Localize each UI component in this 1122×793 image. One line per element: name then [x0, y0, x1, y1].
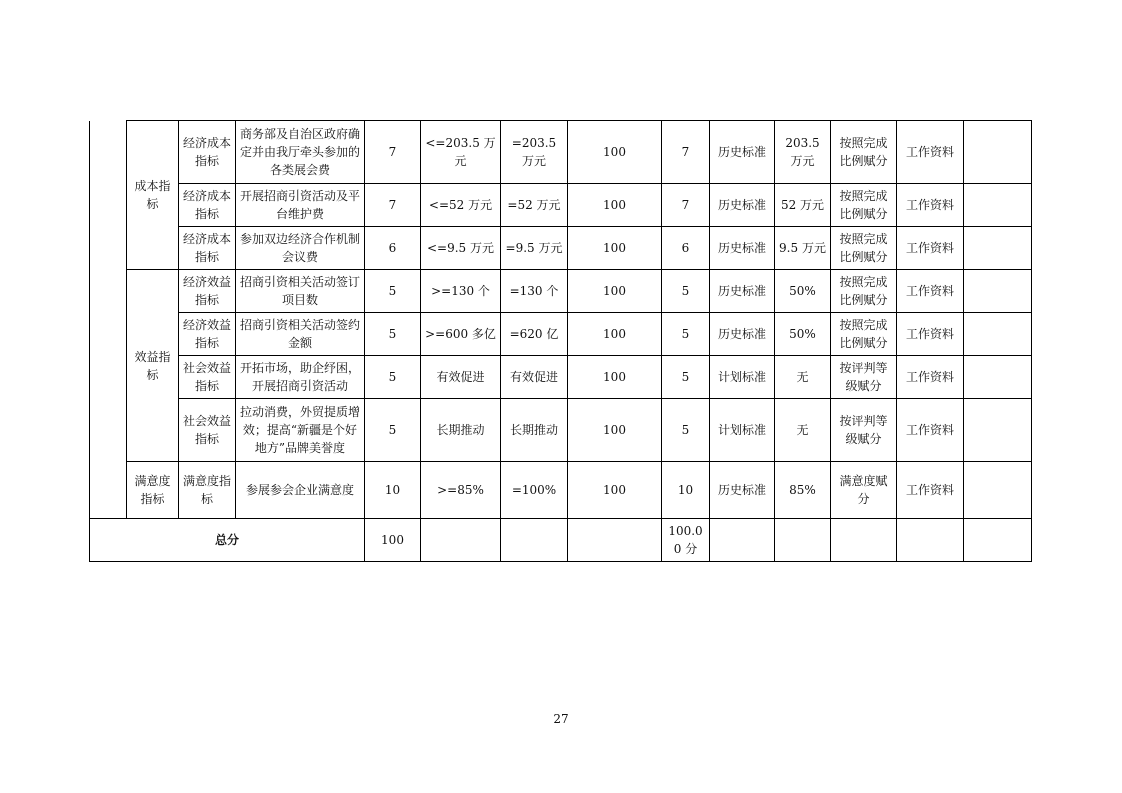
- sub-indicator-cell: 经济效益指标: [179, 270, 236, 313]
- total-score-cell: 100.00 分: [662, 519, 710, 562]
- standard-cell: 历史标准: [710, 462, 775, 519]
- rate-cell: 100: [568, 399, 662, 462]
- actual-cell: =203.5 万元: [501, 121, 568, 184]
- weight-cell: 5: [365, 313, 421, 356]
- score-cell: 5: [662, 356, 710, 399]
- note-cell: [964, 356, 1032, 399]
- note-cell: [964, 121, 1032, 184]
- source-cell: 工作资料: [897, 121, 964, 184]
- actual-cell: =52 万元: [501, 184, 568, 227]
- rate-cell: 100: [568, 462, 662, 519]
- source-cell: 工作资料: [897, 227, 964, 270]
- baseline-cell: 85%: [775, 462, 831, 519]
- table-row: [90, 227, 1032, 270]
- target-cell: <=9.5 万元: [421, 227, 501, 270]
- source-cell: 工作资料: [897, 184, 964, 227]
- method-cell: 满意度赋分: [831, 462, 897, 519]
- weight-cell: 10: [365, 462, 421, 519]
- method-cell: 按照完成比例赋分: [831, 270, 897, 313]
- standard-cell: 历史标准: [710, 313, 775, 356]
- table-row: [90, 399, 1032, 462]
- group-cell-cost: 成本指标: [127, 121, 179, 270]
- note-cell: [964, 399, 1032, 462]
- weight-cell: 6: [365, 227, 421, 270]
- table-row: [90, 462, 1032, 519]
- note-cell: [964, 184, 1032, 227]
- item-cell: 参加双边经济合作机制会议费: [236, 227, 365, 270]
- table-row: [90, 313, 1032, 356]
- score-cell: 10: [662, 462, 710, 519]
- total-empty-cell: [897, 519, 964, 562]
- standard-cell: 历史标准: [710, 227, 775, 270]
- source-cell: 工作资料: [897, 313, 964, 356]
- sub-indicator-cell: 满意度指标: [179, 462, 236, 519]
- item-cell: 商务部及自治区政府确定并由我厅牵头参加的各类展会费: [236, 121, 365, 184]
- score-cell: 5: [662, 313, 710, 356]
- baseline-cell: 9.5 万元: [775, 227, 831, 270]
- actual-cell: 长期推动: [501, 399, 568, 462]
- standard-cell: 计划标准: [710, 356, 775, 399]
- standard-cell: 历史标准: [710, 184, 775, 227]
- actual-cell: =620 亿: [501, 313, 568, 356]
- rate-cell: 100: [568, 227, 662, 270]
- total-weight-cell: 100: [365, 519, 421, 562]
- total-label: 总分: [90, 519, 365, 562]
- score-cell: 7: [662, 184, 710, 227]
- baseline-cell: 50%: [775, 313, 831, 356]
- item-cell: 招商引资相关活动签约金额: [236, 313, 365, 356]
- sub-indicator-cell: 经济成本指标: [179, 184, 236, 227]
- target-cell: >=600 多亿: [421, 313, 501, 356]
- left-blank-cell: [90, 121, 127, 519]
- standard-cell: 计划标准: [710, 399, 775, 462]
- total-empty-cell: [421, 519, 501, 562]
- item-cell: 开拓市场，助企纾困，开展招商引资活动: [236, 356, 365, 399]
- baseline-cell: 52 万元: [775, 184, 831, 227]
- target-cell: 有效促进: [421, 356, 501, 399]
- note-cell: [964, 462, 1032, 519]
- actual-cell: =130 个: [501, 270, 568, 313]
- rate-cell: 100: [568, 356, 662, 399]
- source-cell: 工作资料: [897, 356, 964, 399]
- sub-indicator-cell: 经济成本指标: [179, 121, 236, 184]
- target-cell: >=130 个: [421, 270, 501, 313]
- rate-cell: 100: [568, 270, 662, 313]
- actual-cell: 有效促进: [501, 356, 568, 399]
- sub-indicator-cell: 经济效益指标: [179, 313, 236, 356]
- weight-cell: 7: [365, 184, 421, 227]
- method-cell: 按照完成比例赋分: [831, 227, 897, 270]
- rate-cell: 100: [568, 121, 662, 184]
- sub-indicator-cell: 社会效益指标: [179, 399, 236, 462]
- group-cell-satisfaction: 满意度指标: [127, 462, 179, 519]
- standard-cell: 历史标准: [710, 270, 775, 313]
- total-empty-cell: [964, 519, 1032, 562]
- standard-cell: 历史标准: [710, 121, 775, 184]
- note-cell: [964, 270, 1032, 313]
- method-cell: 按评判等级赋分: [831, 399, 897, 462]
- total-empty-cell: [710, 519, 775, 562]
- actual-cell: =100%: [501, 462, 568, 519]
- method-cell: 按照完成比例赋分: [831, 313, 897, 356]
- score-cell: 7: [662, 121, 710, 184]
- total-empty-cell: [568, 519, 662, 562]
- weight-cell: 5: [365, 399, 421, 462]
- baseline-cell: 203.5 万元: [775, 121, 831, 184]
- note-cell: [964, 227, 1032, 270]
- weight-cell: 7: [365, 121, 421, 184]
- target-cell: <=203.5 万元: [421, 121, 501, 184]
- item-cell: 开展招商引资活动及平台维护费: [236, 184, 365, 227]
- table-row: [90, 270, 1032, 313]
- table-row: [90, 356, 1032, 399]
- baseline-cell: 无: [775, 356, 831, 399]
- actual-cell: =9.5 万元: [501, 227, 568, 270]
- sub-indicator-cell: 经济成本指标: [179, 227, 236, 270]
- weight-cell: 5: [365, 356, 421, 399]
- total-row: [90, 519, 1032, 562]
- rate-cell: 100: [568, 184, 662, 227]
- target-cell: >=85%: [421, 462, 501, 519]
- source-cell: 工作资料: [897, 399, 964, 462]
- sub-indicator-cell: 社会效益指标: [179, 356, 236, 399]
- baseline-cell: 无: [775, 399, 831, 462]
- performance-table: [89, 120, 1032, 562]
- item-cell: 参展参会企业满意度: [236, 462, 365, 519]
- source-cell: 工作资料: [897, 462, 964, 519]
- group-cell-benefit: 效益指标: [127, 270, 179, 462]
- method-cell: 按照完成比例赋分: [831, 121, 897, 184]
- note-cell: [964, 313, 1032, 356]
- table-row: [90, 184, 1032, 227]
- total-empty-cell: [775, 519, 831, 562]
- score-cell: 6: [662, 227, 710, 270]
- item-cell: 拉动消费，外贸提质增效；提高“新疆是个好地方”品牌美誉度: [236, 399, 365, 462]
- item-cell: 招商引资相关活动签订项目数: [236, 270, 365, 313]
- score-cell: 5: [662, 399, 710, 462]
- method-cell: 按照完成比例赋分: [831, 184, 897, 227]
- source-cell: 工作资料: [897, 270, 964, 313]
- target-cell: 长期推动: [421, 399, 501, 462]
- weight-cell: 5: [365, 270, 421, 313]
- score-cell: 5: [662, 270, 710, 313]
- total-empty-cell: [501, 519, 568, 562]
- rate-cell: 100: [568, 313, 662, 356]
- total-empty-cell: [831, 519, 897, 562]
- page-number: 27: [553, 712, 569, 726]
- method-cell: 按评判等级赋分: [831, 356, 897, 399]
- target-cell: <=52 万元: [421, 184, 501, 227]
- baseline-cell: 50%: [775, 270, 831, 313]
- table-row: [90, 121, 1032, 184]
